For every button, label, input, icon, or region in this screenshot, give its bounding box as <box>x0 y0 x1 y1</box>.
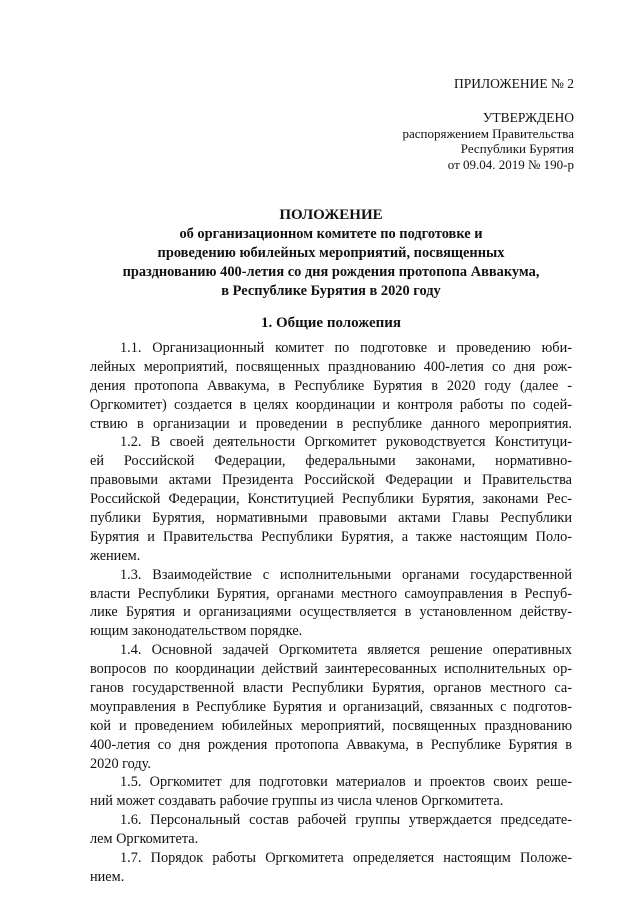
text-line: лем Оргкомитета. <box>90 831 199 848</box>
text-line: нием. <box>90 868 125 885</box>
approval-date-number: от 09.04. 2019 № 190-р <box>447 156 574 172</box>
text-line: моуправления в Республике Бурятия и организаций, связанных с подготов- <box>90 698 572 715</box>
text-line: правовыми актами Президента Российской Федерации и Правительства <box>90 472 572 489</box>
text-line: ганов государственной власти Республики Бурятия, органов местного са- <box>90 680 572 697</box>
title-main: ПОЛОЖЕНИЕ <box>279 207 383 223</box>
approval-line: Республики Бурятия <box>460 141 574 156</box>
text-line: дения протопопа Аввакума, в Республике Бурятия в 2020 году (далее - <box>90 377 572 394</box>
text-line: 2020 году. <box>90 755 151 772</box>
text-line: жением. <box>90 547 141 564</box>
section-heading: 1. Общие положепия <box>260 315 402 331</box>
text-line: 1.2. В своей деятельности Оргкомитет руководствуется Конституци- <box>120 434 572 451</box>
text-line: ствию в организации и проведении в республике данного мероприятия. <box>90 415 572 432</box>
text-line: публики Бурятия, нормативными правовыми актами Главы Республики <box>90 510 572 527</box>
text-line: 1.6. Персональный состав рабочей группы утверждается председате- <box>120 812 572 829</box>
title-line: об организационном комитете по подготовке и <box>179 226 483 242</box>
paragraph <box>90 641 572 773</box>
text-line: Оргкомитет) создается в целях координации и контроля работы по содей- <box>90 396 572 413</box>
title-line: в Республике Бурятия в 2020 году <box>221 283 441 299</box>
approval-line: распоряжением Правительства <box>402 125 574 141</box>
text-line: власти Республики Бурятия, органами местного самоуправления в Респуб- <box>90 585 572 602</box>
text-line: 1.7. Порядок работы Оргкомитета определяется настоящим Положе- <box>120 850 572 867</box>
paragraph <box>90 849 572 887</box>
paragraph <box>90 433 572 565</box>
annex-number: ПРИЛОЖЕНИЕ № 2 <box>453 76 574 91</box>
text-line: 400-летия со дня рождения протопопа Аввакума, в Республике Бурятия в <box>90 736 572 753</box>
text-line: кой и проведением юбилейных мероприятий, посвященных празднованию <box>90 717 572 734</box>
text-line: лике Бурятия и организациями осуществляется в установленном действу- <box>90 604 572 621</box>
paragraph <box>90 811 572 849</box>
approval-stamp <box>402 110 574 172</box>
text-line: 1.5. Оргкомитет для подготовки материалов и проектов своих реше- <box>120 774 572 791</box>
text-line: ей Российской Федерации, федеральными законами, нормативно- <box>90 453 572 470</box>
text-line: Бурятия и Правительства Республики Бурятия, а также настоящим Поло- <box>90 528 572 545</box>
document-title <box>70 206 592 301</box>
text-line: 1.1. Организационный комитет по подготовке и проведению юби- <box>120 340 572 356</box>
document-body <box>90 339 572 887</box>
paragraph <box>90 773 572 811</box>
approval-heading: УТВЕРЖДЕНО <box>482 110 574 125</box>
text-line: лейных мероприятий, посвященных празднованию 400-летия со дня рож- <box>90 358 572 375</box>
title-line: празднованию 400-летия со дня рождения протопопа Аввакума, <box>122 264 540 280</box>
text-line: Российской Федерации, Конституцией Республики Бурятия, законами Рес- <box>90 491 572 508</box>
text-line: 1.4. Основной задачей Оргкомитета является решение оперативных <box>120 642 572 659</box>
text-line: вопросов по координации действий заинтересованных исполнительных ор- <box>90 661 572 678</box>
text-line: ний может создавать рабочие группы из числа членов Оргкомитета. <box>90 793 504 810</box>
paragraph <box>90 566 572 642</box>
title-line: проведению юбилейных мероприятий, посвященных <box>157 245 505 261</box>
text-line: ющим законодательством порядке. <box>90 623 303 640</box>
text-line: 1.3. Взаимодействие с исполнительными органами государственной <box>120 566 572 583</box>
paragraph <box>90 339 572 433</box>
